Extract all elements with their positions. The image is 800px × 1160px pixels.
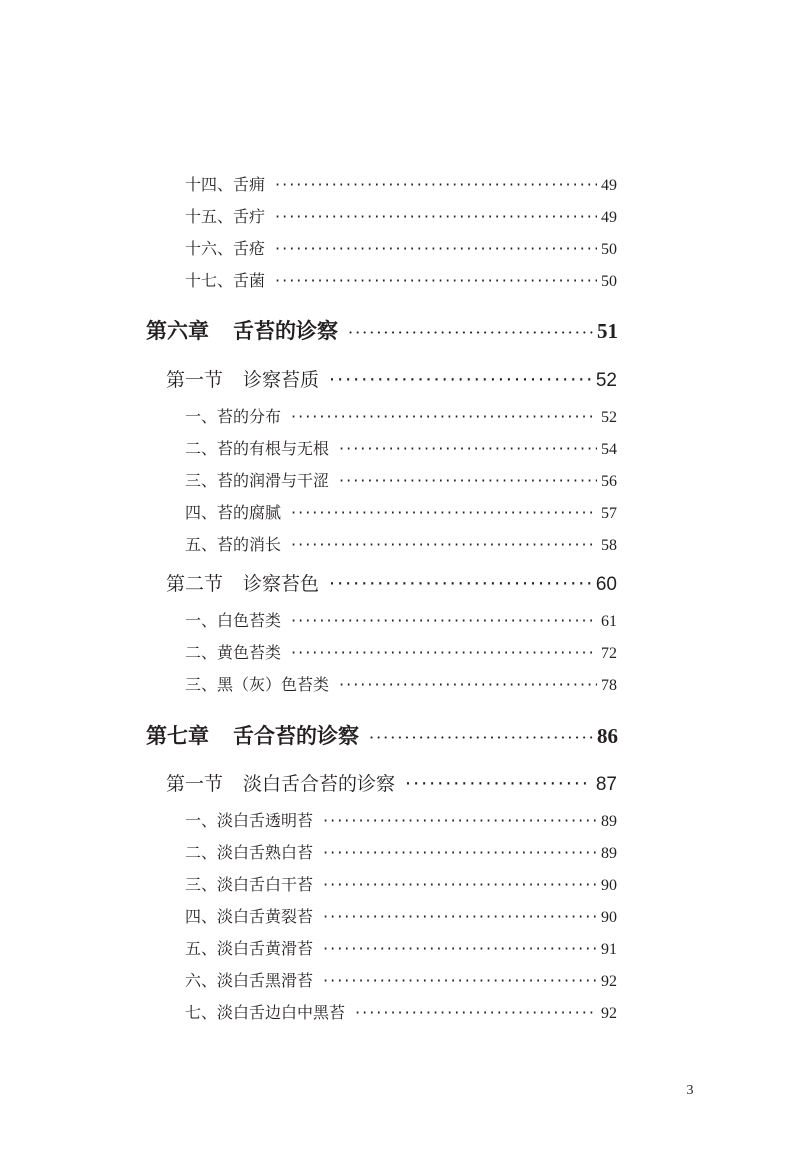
section-page: 87 [595,774,617,795]
toc-item-page: 92 [601,973,617,990]
toc-item[interactable] [185,968,617,991]
toc-item-page: 58 [601,537,617,554]
toc-item-label: 六、淡白舌黑滑苔 [185,971,314,990]
dot-leader [348,323,593,342]
toc-item-page: 52 [601,409,617,426]
toc-section-6-2[interactable] [166,569,617,596]
dot-leader [291,407,597,426]
dot-leader [323,907,597,926]
dot-leader [275,271,597,290]
dot-leader [339,439,597,458]
dot-leader [275,175,597,194]
toc-item[interactable] [185,268,617,291]
toc-item-page: 90 [601,909,617,926]
toc-item-page: 89 [601,845,617,862]
toc-item-label: 十七、舌菌 [185,271,266,290]
section-page: 60 [595,574,617,595]
toc-item[interactable] [185,500,617,523]
toc-item-page: 89 [601,813,617,830]
toc-item[interactable] [185,1000,617,1023]
toc-item-page: 49 [601,209,617,226]
toc-item-label: 三、淡白舌白干苔 [185,875,314,894]
toc-item-page: 56 [601,473,617,490]
toc-item-page: 49 [601,177,617,194]
dot-leader [291,611,597,630]
toc-item-label: 十五、舌疔 [185,207,266,226]
toc-item[interactable] [185,172,617,195]
dot-leader [323,811,597,830]
section-title: 诊察苔色 [243,573,320,595]
toc-item-label: 一、苔的分布 [185,407,282,426]
toc-item[interactable] [185,404,617,427]
toc-chapter-6[interactable] [146,315,618,345]
toc-item[interactable] [185,808,617,831]
dot-leader [323,875,597,894]
toc-item-page: 50 [601,241,617,258]
toc-item[interactable] [185,872,617,895]
section-title: 诊察苔质 [243,369,320,391]
toc-item-page: 91 [601,941,617,958]
toc-item-page: 90 [601,877,617,894]
toc-item-page: 54 [601,441,617,458]
toc-item[interactable] [185,608,617,631]
dot-leader [275,207,597,226]
dot-leader [291,643,597,662]
dot-leader [275,239,597,258]
toc-item[interactable] [185,204,617,227]
toc-item-page: 57 [601,505,617,522]
dot-leader [323,939,597,958]
toc-item-page: 50 [601,273,617,290]
toc-item[interactable] [185,936,617,959]
chapter-title: 舌合苔的诊察 [233,723,359,748]
toc-item[interactable] [185,640,617,663]
page-number: 3 [686,1083,694,1098]
dot-leader [329,573,592,595]
toc-item[interactable] [185,436,617,459]
toc-item-label: 十六、舌疮 [185,239,266,258]
toc-item-label: 二、淡白舌熟白苔 [185,843,314,862]
toc-item-page: 92 [601,1005,617,1022]
toc-section-7-1[interactable] [166,769,617,796]
section-label: 第一节 [166,773,224,795]
dot-leader [329,369,592,391]
section-page: 52 [595,370,617,391]
toc-item-label: 二、苔的有根与无根 [185,439,330,458]
toc-item-label: 五、淡白舌黄滑苔 [185,939,314,958]
toc-item-label: 十四、舌痈 [185,175,266,194]
toc-item[interactable] [185,840,617,863]
chapter-label: 第七章 [146,723,209,748]
toc-item-label: 四、苔的腐腻 [185,503,282,522]
chapter-page: 86 [597,724,618,748]
toc-item-label: 三、黑（灰）色苔类 [185,675,330,694]
toc-chapter-7[interactable] [146,720,618,750]
toc-item[interactable] [185,532,617,555]
toc-item-page: 72 [601,645,617,662]
toc-item-label: 五、苔的消长 [185,535,282,554]
section-label: 第二节 [166,573,224,595]
section-title: 淡白舌合苔的诊察 [243,773,396,795]
toc-item[interactable] [185,468,617,491]
dot-leader [323,971,597,990]
dot-leader [355,1003,597,1022]
toc-item-label: 三、苔的润滑与干涩 [185,471,330,490]
toc-item-label: 四、淡白舌黄裂苔 [185,907,314,926]
chapter-title: 舌苔的诊察 [233,318,338,343]
chapter-page: 51 [597,319,618,343]
toc-item[interactable] [185,904,617,927]
toc-item-label: 二、黄色苔类 [185,643,282,662]
toc-item[interactable] [185,236,617,259]
toc-item-page: 61 [601,613,617,630]
dot-leader [291,503,597,522]
dot-leader [339,675,597,694]
dot-leader [291,535,597,554]
toc-item-page: 78 [601,677,617,694]
dot-leader [339,471,597,490]
toc-item-label: 一、白色苔类 [185,611,282,630]
dot-leader [369,728,593,747]
toc-section-6-1[interactable] [166,365,617,392]
section-label: 第一节 [166,369,224,391]
toc-item-label: 七、淡白舌边白中黑苔 [185,1003,346,1022]
toc-item-label: 一、淡白舌透明苔 [185,811,314,830]
dot-leader [323,843,597,862]
chapter-label: 第六章 [146,318,209,343]
toc-item[interactable] [185,672,617,695]
dot-leader [405,773,592,795]
